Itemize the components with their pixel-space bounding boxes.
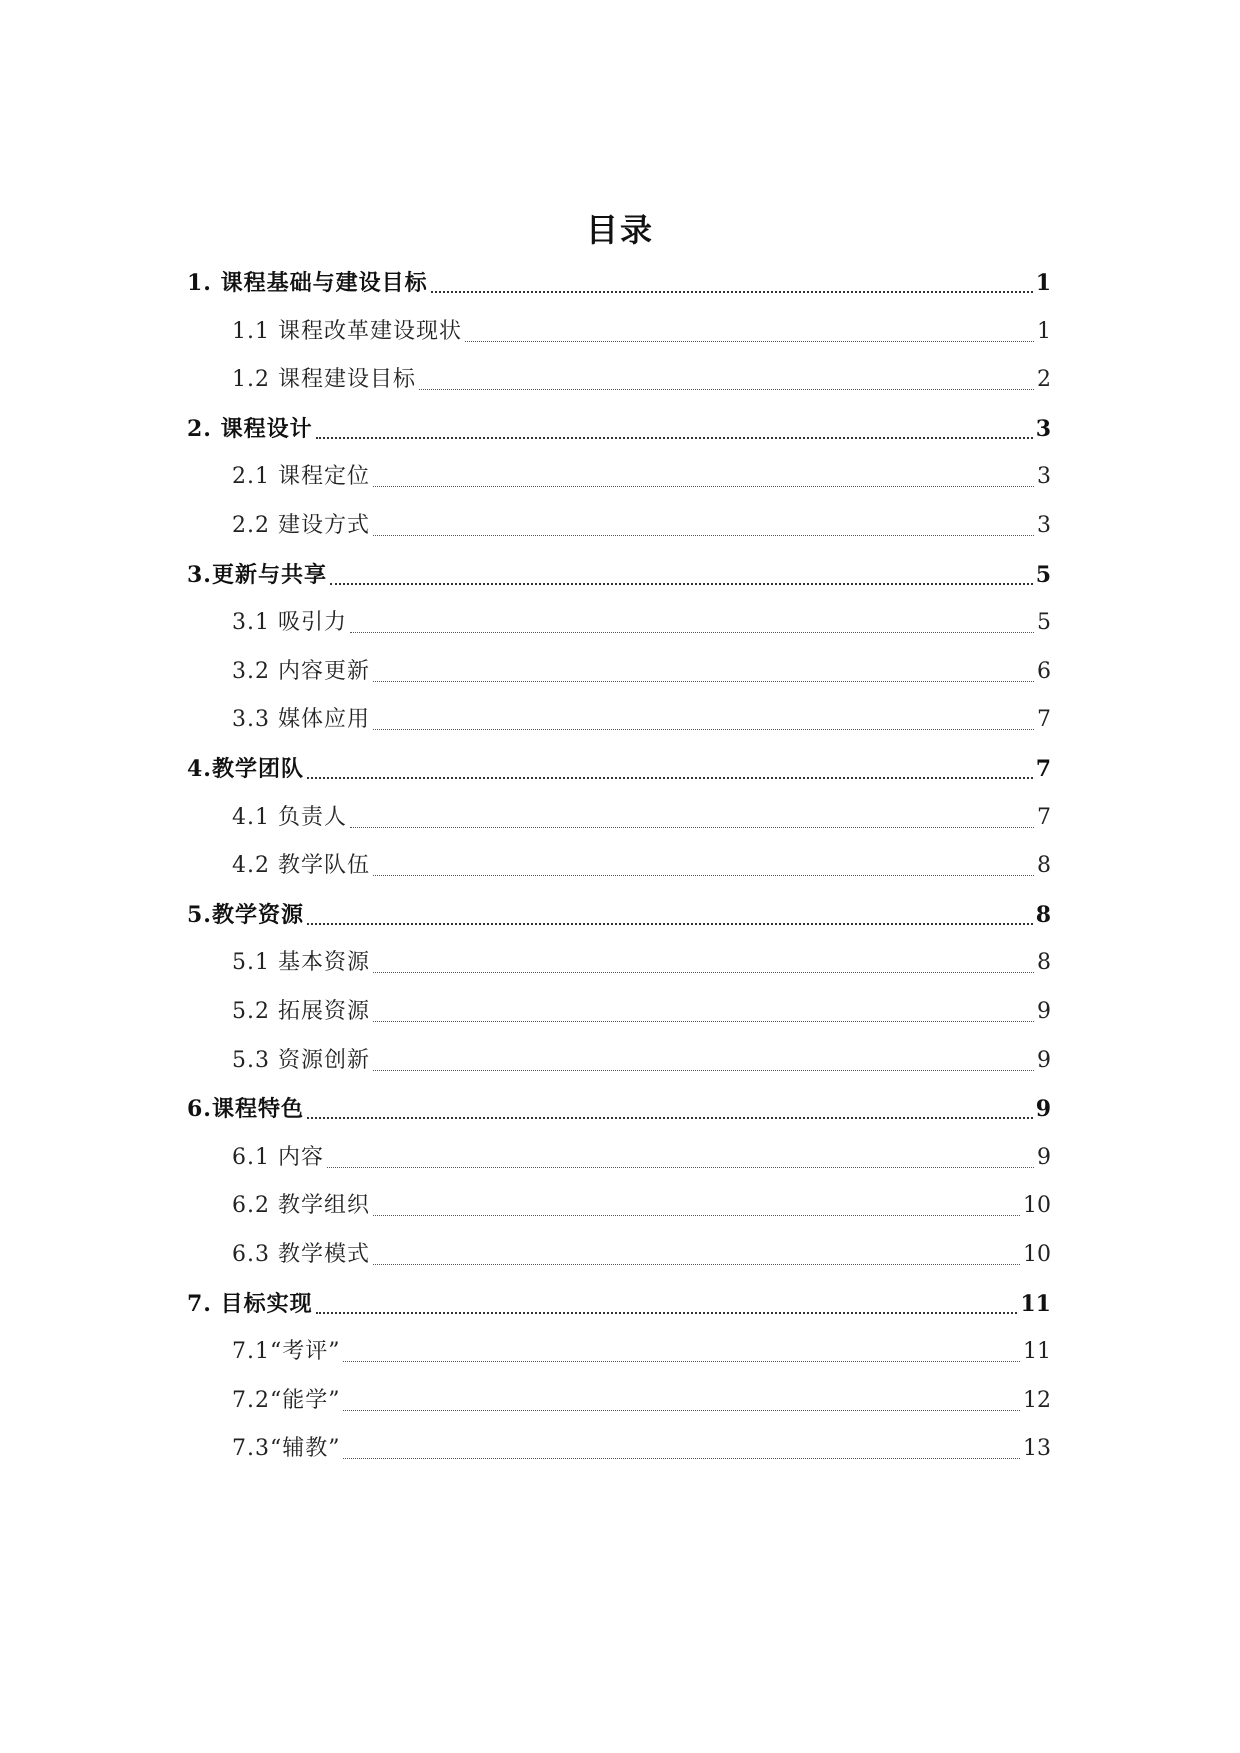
toc-entry-label: 2.2 建设方式 [232, 513, 370, 538]
toc-entry-label: 7.3“辅教” [232, 1436, 341, 1461]
toc-entry-page-number: 1 [1037, 319, 1051, 344]
toc-entry-page-number: 11 [1023, 1339, 1051, 1364]
toc-entry-page-number: 5 [1035, 562, 1051, 588]
toc-entry-label: 5.教学资源 [187, 902, 304, 928]
toc-entry-page-number: 10 [1023, 1242, 1051, 1267]
dot-leader [373, 486, 1034, 487]
toc-entry-page-number: 9 [1035, 1096, 1051, 1122]
toc-entry-subsection[interactable] [232, 1188, 1051, 1224]
toc-entry-subsection[interactable] [232, 1140, 1051, 1176]
toc-entry-page-number: 7 [1035, 756, 1051, 782]
toc-entry-page-number: 11 [1020, 1291, 1051, 1317]
toc-entry-page-number: 12 [1023, 1388, 1051, 1413]
toc-entry-page-number: 13 [1023, 1436, 1051, 1461]
toc-entry-page-number: 7 [1037, 805, 1051, 830]
toc-entry-label: 6.2 教学组织 [232, 1193, 370, 1218]
toc-entry-page-number: 3 [1035, 416, 1051, 442]
dot-leader [373, 1070, 1034, 1071]
toc-entry-page-number: 9 [1037, 999, 1051, 1024]
toc-entry-subsection[interactable] [232, 459, 1051, 495]
toc-entry-subsection[interactable] [232, 1431, 1051, 1467]
dot-leader [373, 1264, 1020, 1265]
toc-entry-page-number: 8 [1037, 950, 1051, 975]
toc-entry-subsection[interactable] [232, 994, 1051, 1030]
toc-entry-label: 7.1“考评” [232, 1339, 341, 1364]
toc-entry-page-number: 9 [1037, 1145, 1051, 1170]
dot-leader [307, 1117, 1033, 1119]
toc-entry-subsection[interactable] [232, 702, 1051, 738]
dot-leader [373, 1021, 1034, 1022]
toc-entry-label: 2.1 课程定位 [232, 464, 370, 489]
dot-leader [373, 972, 1034, 973]
toc-entry-label: 3.3 媒体应用 [232, 707, 370, 732]
toc-entry-subsection[interactable] [232, 848, 1051, 884]
toc-entry-section[interactable] [187, 1286, 1051, 1322]
dot-leader [419, 389, 1034, 390]
toc-entry-label: 7.2“能学” [232, 1388, 341, 1413]
toc-entry-label: 4.教学团队 [187, 756, 304, 782]
toc-entry-page-number: 10 [1023, 1193, 1051, 1218]
toc-entry-page-number: 3 [1037, 513, 1051, 538]
toc-entry-label: 3.更新与共享 [187, 562, 327, 588]
toc-entry-page-number: 7 [1037, 707, 1051, 732]
toc-entry-subsection[interactable] [232, 605, 1051, 641]
toc-entry-page-number: 3 [1037, 464, 1051, 489]
toc-entry-label: 6.3 教学模式 [232, 1242, 370, 1267]
dot-leader [431, 291, 1033, 293]
dot-leader [350, 827, 1034, 828]
toc-entry-label: 3.1 吸引力 [232, 610, 347, 635]
dot-leader [343, 1410, 1020, 1411]
toc-entry-subsection[interactable] [232, 362, 1051, 398]
toc-entry-label: 5.1 基本资源 [232, 950, 370, 975]
toc-entry-label: 6.1 内容 [232, 1145, 324, 1170]
toc-entry-subsection[interactable] [232, 1334, 1051, 1370]
toc-entry-label: 7. 目标实现 [187, 1291, 313, 1317]
toc-entry-section[interactable] [187, 1091, 1051, 1127]
toc-entry-page-number: 1 [1035, 270, 1051, 296]
dot-leader [327, 1167, 1034, 1168]
dot-leader [343, 1361, 1020, 1362]
dot-leader [316, 437, 1033, 439]
toc-entry-subsection[interactable] [232, 945, 1051, 981]
toc-entry-label: 1.1 课程改革建设现状 [232, 319, 462, 344]
toc-entry-section[interactable] [187, 557, 1051, 593]
toc-entry-page-number: 2 [1037, 367, 1051, 392]
toc-entry-section[interactable] [187, 411, 1051, 447]
toc-entry-subsection[interactable] [232, 800, 1051, 836]
toc-entry-label: 1. 课程基础与建设目标 [187, 270, 428, 296]
toc-title: 目录 [585, 211, 654, 249]
toc-entry-page-number: 9 [1037, 1048, 1051, 1073]
dot-leader [307, 777, 1033, 779]
toc-entry-subsection[interactable] [232, 1237, 1051, 1273]
toc-entry-label: 5.3 资源创新 [232, 1048, 370, 1073]
toc-entry-label: 4.1 负责人 [232, 805, 347, 830]
dot-leader [373, 681, 1034, 682]
dot-leader [373, 535, 1034, 536]
toc-entry-label: 2. 课程设计 [187, 416, 313, 442]
dot-leader [350, 632, 1034, 633]
toc-entry-section[interactable] [187, 265, 1051, 301]
dot-leader [316, 1312, 1018, 1314]
toc-entry-section[interactable] [187, 897, 1051, 933]
dot-leader [465, 341, 1034, 342]
toc-entry-subsection[interactable] [232, 654, 1051, 690]
toc-entry-page-number: 8 [1037, 853, 1051, 878]
toc-entry-label: 6.课程特色 [187, 1096, 304, 1122]
dot-leader [373, 1215, 1020, 1216]
toc-entry-label: 5.2 拓展资源 [232, 999, 370, 1024]
dot-leader [373, 729, 1034, 730]
toc-entry-subsection[interactable] [232, 508, 1051, 544]
dot-leader [307, 923, 1033, 925]
toc-entry-page-number: 6 [1037, 659, 1051, 684]
toc-entry-page-number: 5 [1037, 610, 1051, 635]
toc-entry-subsection[interactable] [232, 1383, 1051, 1419]
toc-entry-label: 4.2 教学队伍 [232, 853, 370, 878]
toc-entry-label: 3.2 内容更新 [232, 659, 370, 684]
toc-entry-label: 1.2 课程建设目标 [232, 367, 416, 392]
toc-entry-subsection[interactable] [232, 314, 1051, 350]
toc-entry-section[interactable] [187, 751, 1051, 787]
toc-entry-subsection[interactable] [232, 1043, 1051, 1079]
dot-leader [373, 875, 1034, 876]
dot-leader [343, 1458, 1020, 1459]
dot-leader [330, 583, 1033, 585]
toc-entry-page-number: 8 [1035, 902, 1051, 928]
